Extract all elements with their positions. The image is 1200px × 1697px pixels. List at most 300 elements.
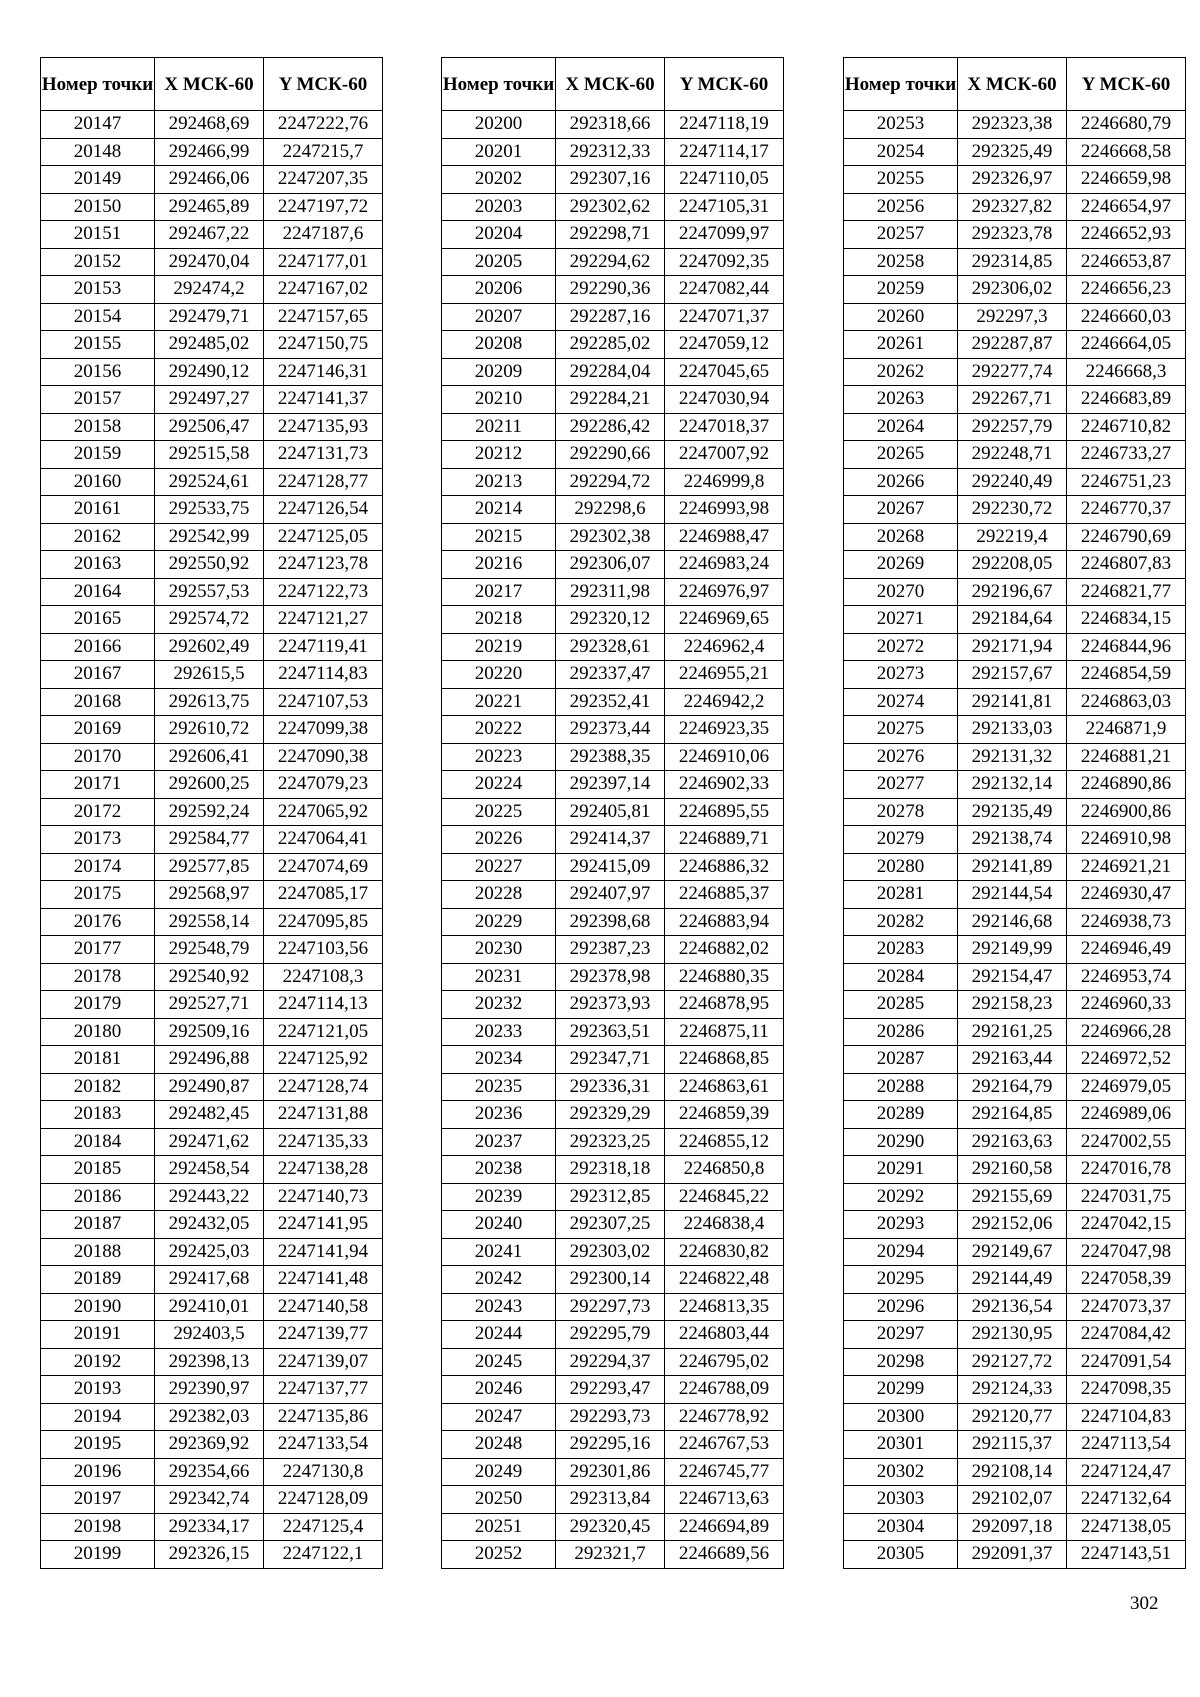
table-row: [844, 1513, 1186, 1541]
x-coordinate-cell: 292466,06: [155, 166, 264, 194]
table-row: [41, 1321, 383, 1349]
x-coordinate-cell: 292496,88: [155, 1046, 264, 1074]
x-coordinate-cell: 292584,77: [155, 826, 264, 854]
table-row: [442, 138, 784, 166]
table-row: [41, 221, 383, 249]
y-coordinate-cell: 2247131,88: [264, 1101, 383, 1129]
x-coordinate-cell: 292138,74: [958, 826, 1067, 854]
x-coordinate-cell: 292328,61: [556, 633, 665, 661]
x-coordinate-cell: 292558,14: [155, 908, 264, 936]
point-number-cell: 20210: [442, 386, 556, 414]
point-number-cell: 20292: [844, 1183, 958, 1211]
point-number-cell: 20269: [844, 551, 958, 579]
table-row: [844, 606, 1186, 634]
x-coordinate-cell: 292287,16: [556, 303, 665, 331]
table-row: [844, 358, 1186, 386]
table-row: [41, 716, 383, 744]
x-coordinate-cell: 292327,82: [958, 193, 1067, 221]
point-number-cell: 20282: [844, 908, 958, 936]
coordinates-table-2: [441, 57, 784, 1569]
point-number-cell: 20187: [41, 1211, 155, 1239]
y-coordinate-cell: 2247099,97: [665, 221, 784, 249]
x-coordinate-cell: 292149,99: [958, 936, 1067, 964]
table-row: [844, 1458, 1186, 1486]
point-number-cell: 20160: [41, 468, 155, 496]
table-row: [844, 1431, 1186, 1459]
table-row: [442, 386, 784, 414]
table-row: [844, 1403, 1186, 1431]
point-number-cell: 20177: [41, 936, 155, 964]
table-row: [442, 936, 784, 964]
point-number-cell: 20299: [844, 1376, 958, 1404]
table-row: [844, 496, 1186, 524]
point-number-cell: 20169: [41, 716, 155, 744]
x-coordinate-cell: 292161,25: [958, 1018, 1067, 1046]
y-coordinate-cell: 2246989,06: [1067, 1101, 1186, 1129]
y-coordinate-cell: 2246854,59: [1067, 661, 1186, 689]
x-coordinate-cell: 292398,68: [556, 908, 665, 936]
x-coordinate-cell: 292318,18: [556, 1156, 665, 1184]
point-number-cell: 20166: [41, 633, 155, 661]
table-row: [41, 771, 383, 799]
x-coordinate-cell: 292314,85: [958, 248, 1067, 276]
x-coordinate-cell: 292533,75: [155, 496, 264, 524]
x-coordinate-cell: 292326,97: [958, 166, 1067, 194]
table-row: [844, 798, 1186, 826]
y-coordinate-cell: 2246788,09: [665, 1376, 784, 1404]
y-coordinate-cell: 2247126,54: [264, 496, 383, 524]
x-coordinate-cell: 292329,29: [556, 1101, 665, 1129]
table-row: [41, 1018, 383, 1046]
point-number-cell: 20245: [442, 1348, 556, 1376]
x-coordinate-cell: 292097,18: [958, 1513, 1067, 1541]
table-row: [442, 1431, 784, 1459]
x-coordinate-cell: 292131,32: [958, 743, 1067, 771]
x-coordinate-cell: 292141,89: [958, 853, 1067, 881]
y-coordinate-cell: 2247122,1: [264, 1541, 383, 1569]
x-coordinate-cell: 292568,97: [155, 881, 264, 909]
x-coordinate-cell: 292297,3: [958, 303, 1067, 331]
x-coordinate-cell: 292294,72: [556, 468, 665, 496]
table-row: [844, 991, 1186, 1019]
y-coordinate-cell: 2247122,73: [264, 578, 383, 606]
point-number-cell: 20302: [844, 1458, 958, 1486]
y-coordinate-cell: 2246938,73: [1067, 908, 1186, 936]
x-coordinate-cell: 292465,89: [155, 193, 264, 221]
y-coordinate-cell: 2247130,8: [264, 1458, 383, 1486]
table-row: [442, 1183, 784, 1211]
y-coordinate-cell: 2247071,37: [665, 303, 784, 331]
point-number-cell: 20291: [844, 1156, 958, 1184]
point-number-cell: 20200: [442, 111, 556, 139]
x-coordinate-cell: 292295,16: [556, 1431, 665, 1459]
x-coordinate-cell: 292320,12: [556, 606, 665, 634]
x-coordinate-cell: 292284,04: [556, 358, 665, 386]
x-coordinate-cell: 292432,05: [155, 1211, 264, 1239]
table-row: [844, 826, 1186, 854]
y-coordinate-cell: 2246850,8: [665, 1156, 784, 1184]
x-coordinate-cell: 292615,5: [155, 661, 264, 689]
x-coordinate-cell: 292369,92: [155, 1431, 264, 1459]
y-coordinate-cell: 2247140,73: [264, 1183, 383, 1211]
y-coordinate-cell: 2246694,89: [665, 1513, 784, 1541]
point-number-cell: 20273: [844, 661, 958, 689]
point-number-cell: 20278: [844, 798, 958, 826]
point-number-cell: 20248: [442, 1431, 556, 1459]
y-coordinate-cell: 2246683,89: [1067, 386, 1186, 414]
point-number-cell: 20183: [41, 1101, 155, 1129]
point-number-cell: 20218: [442, 606, 556, 634]
point-number-cell: 20208: [442, 331, 556, 359]
y-coordinate-cell: 2246689,56: [665, 1541, 784, 1569]
point-number-cell: 20182: [41, 1073, 155, 1101]
table-row: [844, 1156, 1186, 1184]
table-row: [844, 771, 1186, 799]
y-coordinate-cell: 2247092,35: [665, 248, 784, 276]
table-row: [41, 1073, 383, 1101]
point-number-cell: 20192: [41, 1348, 155, 1376]
x-coordinate-cell: 292290,66: [556, 441, 665, 469]
x-coordinate-cell: 292312,33: [556, 138, 665, 166]
point-number-cell: 20173: [41, 826, 155, 854]
table-row: [844, 853, 1186, 881]
y-coordinate-cell: 2247132,64: [1067, 1486, 1186, 1514]
y-coordinate-cell: 2246910,06: [665, 743, 784, 771]
point-number-cell: 20202: [442, 166, 556, 194]
point-number-cell: 20152: [41, 248, 155, 276]
table-row: [41, 468, 383, 496]
x-coordinate-cell: 292184,64: [958, 606, 1067, 634]
header-y: Y МСК-60: [665, 58, 784, 111]
table-row: [844, 1348, 1186, 1376]
point-number-cell: 20285: [844, 991, 958, 1019]
y-coordinate-cell: 2246988,47: [665, 523, 784, 551]
x-coordinate-cell: 292108,14: [958, 1458, 1067, 1486]
y-coordinate-cell: 2247018,37: [665, 413, 784, 441]
point-number-cell: 20226: [442, 826, 556, 854]
table-row: [844, 1321, 1186, 1349]
point-number-cell: 20236: [442, 1101, 556, 1129]
point-number-cell: 20241: [442, 1238, 556, 1266]
y-coordinate-cell: 2246875,11: [665, 1018, 784, 1046]
x-coordinate-cell: 292334,17: [155, 1513, 264, 1541]
table-row: [41, 1293, 383, 1321]
point-number-cell: 20220: [442, 661, 556, 689]
point-number-cell: 20238: [442, 1156, 556, 1184]
y-coordinate-cell: 2247167,02: [264, 276, 383, 304]
table-row: [844, 386, 1186, 414]
table-row: [844, 221, 1186, 249]
x-coordinate-cell: 292506,47: [155, 413, 264, 441]
y-coordinate-cell: 2246962,4: [665, 633, 784, 661]
y-coordinate-cell: 2246733,27: [1067, 441, 1186, 469]
x-coordinate-cell: 292398,13: [155, 1348, 264, 1376]
y-coordinate-cell: 2247135,86: [264, 1403, 383, 1431]
y-coordinate-cell: 2247082,44: [665, 276, 784, 304]
x-coordinate-cell: 292163,44: [958, 1046, 1067, 1074]
x-coordinate-cell: 292115,37: [958, 1431, 1067, 1459]
point-number-cell: 20243: [442, 1293, 556, 1321]
point-number-cell: 20267: [844, 496, 958, 524]
point-number-cell: 20296: [844, 1293, 958, 1321]
x-coordinate-cell: 292306,02: [958, 276, 1067, 304]
point-number-cell: 20270: [844, 578, 958, 606]
x-coordinate-cell: 292120,77: [958, 1403, 1067, 1431]
y-coordinate-cell: 2247031,75: [1067, 1183, 1186, 1211]
y-coordinate-cell: 2247114,13: [264, 991, 383, 1019]
x-coordinate-cell: 292557,53: [155, 578, 264, 606]
point-number-cell: 20213: [442, 468, 556, 496]
y-coordinate-cell: 2247125,4: [264, 1513, 383, 1541]
point-number-cell: 20281: [844, 881, 958, 909]
point-number-cell: 20293: [844, 1211, 958, 1239]
table-row: [41, 936, 383, 964]
header-row: [41, 58, 383, 111]
x-coordinate-cell: 292490,87: [155, 1073, 264, 1101]
header-y: Y МСК-60: [1067, 58, 1186, 111]
y-coordinate-cell: 2246813,35: [665, 1293, 784, 1321]
y-coordinate-cell: 2247135,93: [264, 413, 383, 441]
y-coordinate-cell: 2247114,17: [665, 138, 784, 166]
table-row: [442, 606, 784, 634]
x-coordinate-cell: 292471,62: [155, 1128, 264, 1156]
y-coordinate-cell: 2246895,55: [665, 798, 784, 826]
point-number-cell: 20158: [41, 413, 155, 441]
x-coordinate-cell: 292482,45: [155, 1101, 264, 1129]
point-number-cell: 20264: [844, 413, 958, 441]
table-row: [41, 826, 383, 854]
y-coordinate-cell: 2247107,53: [264, 688, 383, 716]
x-coordinate-cell: 292415,09: [556, 853, 665, 881]
y-coordinate-cell: 2247110,05: [665, 166, 784, 194]
x-coordinate-cell: 292293,47: [556, 1376, 665, 1404]
x-coordinate-cell: 292257,79: [958, 413, 1067, 441]
y-coordinate-cell: 2247141,95: [264, 1211, 383, 1239]
point-number-cell: 20163: [41, 551, 155, 579]
table-row: [442, 441, 784, 469]
x-coordinate-cell: 292485,02: [155, 331, 264, 359]
y-coordinate-cell: 2246878,95: [665, 991, 784, 1019]
table-row: [844, 523, 1186, 551]
table-row: [41, 798, 383, 826]
table-row: [41, 963, 383, 991]
x-coordinate-cell: 292347,71: [556, 1046, 665, 1074]
point-number-cell: 20258: [844, 248, 958, 276]
header-x: X МСК-60: [556, 58, 665, 111]
x-coordinate-cell: 292509,16: [155, 1018, 264, 1046]
header-x: X МСК-60: [958, 58, 1067, 111]
table-row: [442, 1458, 784, 1486]
point-number-cell: 20216: [442, 551, 556, 579]
y-coordinate-cell: 2247131,73: [264, 441, 383, 469]
point-number-cell: 20184: [41, 1128, 155, 1156]
table-row: [442, 166, 784, 194]
y-coordinate-cell: 2246886,32: [665, 853, 784, 881]
x-coordinate-cell: 292388,35: [556, 743, 665, 771]
point-number-cell: 20233: [442, 1018, 556, 1046]
table-row: [442, 1293, 784, 1321]
y-coordinate-cell: 2246960,33: [1067, 991, 1186, 1019]
y-coordinate-cell: 2247103,56: [264, 936, 383, 964]
point-number-cell: 20253: [844, 111, 958, 139]
table-row: [41, 303, 383, 331]
table-row: [41, 358, 383, 386]
point-number-cell: 20147: [41, 111, 155, 139]
table-row: [844, 1238, 1186, 1266]
y-coordinate-cell: 2246921,21: [1067, 853, 1186, 881]
y-coordinate-cell: 2247135,33: [264, 1128, 383, 1156]
table-row: [41, 661, 383, 689]
y-coordinate-cell: 2246710,82: [1067, 413, 1186, 441]
point-number-cell: 20276: [844, 743, 958, 771]
table-row: [442, 1156, 784, 1184]
table-row: [41, 578, 383, 606]
y-coordinate-cell: 2246659,98: [1067, 166, 1186, 194]
point-number-cell: 20199: [41, 1541, 155, 1569]
table-row: [41, 523, 383, 551]
x-coordinate-cell: 292133,03: [958, 716, 1067, 744]
y-coordinate-cell: 2247121,27: [264, 606, 383, 634]
table-row: [844, 1101, 1186, 1129]
y-coordinate-cell: 2247065,92: [264, 798, 383, 826]
table-row: [442, 331, 784, 359]
x-coordinate-cell: 292102,07: [958, 1486, 1067, 1514]
y-coordinate-cell: 2246890,86: [1067, 771, 1186, 799]
point-number-cell: 20214: [442, 496, 556, 524]
point-number-cell: 20185: [41, 1156, 155, 1184]
y-coordinate-cell: 2247007,92: [665, 441, 784, 469]
x-coordinate-cell: 292277,74: [958, 358, 1067, 386]
y-coordinate-cell: 2246868,85: [665, 1046, 784, 1074]
x-coordinate-cell: 292144,49: [958, 1266, 1067, 1294]
x-coordinate-cell: 292164,79: [958, 1073, 1067, 1101]
point-number-cell: 20249: [442, 1458, 556, 1486]
table-row: [41, 1266, 383, 1294]
table-row: [442, 826, 784, 854]
x-coordinate-cell: 292157,67: [958, 661, 1067, 689]
x-coordinate-cell: 292294,62: [556, 248, 665, 276]
point-number-cell: 20237: [442, 1128, 556, 1156]
point-number-cell: 20181: [41, 1046, 155, 1074]
x-coordinate-cell: 292403,5: [155, 1321, 264, 1349]
table-row: [844, 413, 1186, 441]
table-row: [442, 468, 784, 496]
y-coordinate-cell: 2247104,83: [1067, 1403, 1186, 1431]
table-row: [41, 743, 383, 771]
x-coordinate-cell: 292397,14: [556, 771, 665, 799]
point-number-cell: 20178: [41, 963, 155, 991]
header-point-number: Номер точки: [844, 58, 958, 111]
point-number-cell: 20251: [442, 1513, 556, 1541]
y-coordinate-cell: 2247124,47: [1067, 1458, 1186, 1486]
table-row: [442, 276, 784, 304]
point-number-cell: 20279: [844, 826, 958, 854]
y-coordinate-cell: 2247002,55: [1067, 1128, 1186, 1156]
table-row: [844, 633, 1186, 661]
point-number-cell: 20231: [442, 963, 556, 991]
point-number-cell: 20204: [442, 221, 556, 249]
y-coordinate-cell: 2246942,2: [665, 688, 784, 716]
point-number-cell: 20151: [41, 221, 155, 249]
point-number-cell: 20197: [41, 1486, 155, 1514]
x-coordinate-cell: 292154,47: [958, 963, 1067, 991]
table-row: [41, 1046, 383, 1074]
point-number-cell: 20212: [442, 441, 556, 469]
point-number-cell: 20224: [442, 771, 556, 799]
y-coordinate-cell: 2247207,35: [264, 166, 383, 194]
table-row: [844, 1046, 1186, 1074]
x-coordinate-cell: 292146,68: [958, 908, 1067, 936]
x-coordinate-cell: 292152,06: [958, 1211, 1067, 1239]
table-row: [41, 1101, 383, 1129]
table-row: [844, 193, 1186, 221]
x-coordinate-cell: 292540,92: [155, 963, 264, 991]
point-number-cell: 20300: [844, 1403, 958, 1431]
table-row: [41, 853, 383, 881]
table-row: [442, 111, 784, 139]
point-number-cell: 20157: [41, 386, 155, 414]
table-row: [41, 193, 383, 221]
table-row: [41, 166, 383, 194]
point-number-cell: 20161: [41, 496, 155, 524]
table-row: [41, 991, 383, 1019]
point-number-cell: 20263: [844, 386, 958, 414]
point-number-cell: 20232: [442, 991, 556, 1019]
x-coordinate-cell: 292407,97: [556, 881, 665, 909]
point-number-cell: 20271: [844, 606, 958, 634]
y-coordinate-cell: 2246778,92: [665, 1403, 784, 1431]
point-number-cell: 20217: [442, 578, 556, 606]
point-number-cell: 20246: [442, 1376, 556, 1404]
table-row: [442, 578, 784, 606]
table-row: [442, 1046, 784, 1074]
y-coordinate-cell: 2247074,69: [264, 853, 383, 881]
y-coordinate-cell: 2247125,05: [264, 523, 383, 551]
table-row: [442, 1541, 784, 1569]
point-number-cell: 20229: [442, 908, 556, 936]
x-coordinate-cell: 292323,78: [958, 221, 1067, 249]
y-coordinate-cell: 2246946,49: [1067, 936, 1186, 964]
x-coordinate-cell: 292155,69: [958, 1183, 1067, 1211]
y-coordinate-cell: 2246966,28: [1067, 1018, 1186, 1046]
x-coordinate-cell: 292286,42: [556, 413, 665, 441]
point-number-cell: 20289: [844, 1101, 958, 1129]
y-coordinate-cell: 2247128,74: [264, 1073, 383, 1101]
table-row: [442, 193, 784, 221]
x-coordinate-cell: 292574,72: [155, 606, 264, 634]
table-row: [41, 1541, 383, 1569]
y-coordinate-cell: 2246859,39: [665, 1101, 784, 1129]
table-row: [442, 303, 784, 331]
x-coordinate-cell: 292285,02: [556, 331, 665, 359]
table-row: [442, 248, 784, 276]
y-coordinate-cell: 2247146,31: [264, 358, 383, 386]
y-coordinate-cell: 2247099,38: [264, 716, 383, 744]
point-number-cell: 20175: [41, 881, 155, 909]
point-number-cell: 20298: [844, 1348, 958, 1376]
table-row: [41, 1486, 383, 1514]
y-coordinate-cell: 2247140,58: [264, 1293, 383, 1321]
y-coordinate-cell: 2247059,12: [665, 331, 784, 359]
header-y: Y МСК-60: [264, 58, 383, 111]
y-coordinate-cell: 2247128,09: [264, 1486, 383, 1514]
x-coordinate-cell: 292405,81: [556, 798, 665, 826]
table-row: [844, 661, 1186, 689]
table-row: [844, 1486, 1186, 1514]
table-row: [41, 331, 383, 359]
x-coordinate-cell: 292306,07: [556, 551, 665, 579]
y-coordinate-cell: 2247058,39: [1067, 1266, 1186, 1294]
